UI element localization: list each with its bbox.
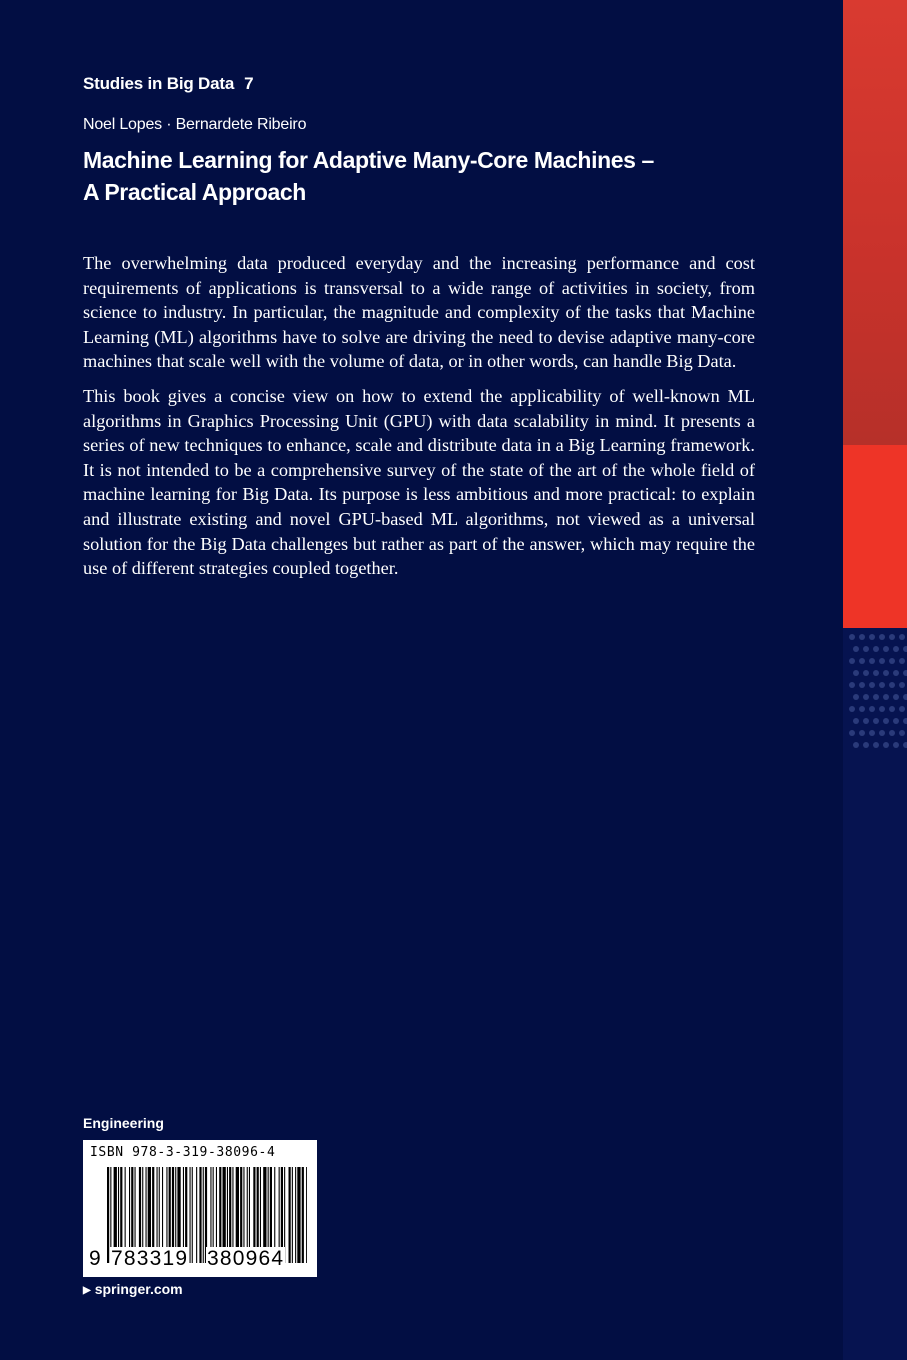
spine-dot xyxy=(883,718,889,724)
spine-dot xyxy=(889,706,895,712)
series-name: Studies in Big Data xyxy=(83,74,235,93)
barcode-bar xyxy=(292,1167,293,1263)
barcode-bar xyxy=(297,1167,300,1263)
barcode-bar xyxy=(302,1167,304,1263)
spine-dot xyxy=(873,646,879,652)
spine-dot xyxy=(853,742,859,748)
spine-dot xyxy=(869,634,875,640)
spine-dot xyxy=(869,658,875,664)
spine-dot xyxy=(849,730,855,736)
spine-dot xyxy=(853,646,859,652)
spine-red-band xyxy=(843,445,907,628)
barcode-bar xyxy=(203,1167,204,1263)
barcode-bar xyxy=(295,1167,296,1263)
spine-dot xyxy=(883,646,889,652)
spine-dot xyxy=(859,706,865,712)
spine-dot xyxy=(879,730,885,736)
spine-dot xyxy=(873,718,879,724)
spine-dot xyxy=(889,634,895,640)
spine-dot-pattern xyxy=(843,628,907,758)
spine-dot xyxy=(849,658,855,664)
spine-dot xyxy=(859,658,865,664)
arrow-right-icon: ▶ xyxy=(83,1285,91,1296)
spine-dot xyxy=(849,682,855,688)
spine-dot xyxy=(889,730,895,736)
barcode-bar xyxy=(199,1167,201,1263)
spine-dot xyxy=(903,742,907,748)
spine-dot xyxy=(883,694,889,700)
barcode-digit-first: 9 xyxy=(89,1247,101,1270)
spine-dot xyxy=(859,682,865,688)
spine-dot xyxy=(899,730,905,736)
blurb-paragraph-1: The overwhelming data produced everyday and the increasing performance and cost requirements of applications is transversal to a wide range of activities in society, from science to industry. In particular, the magnitude and complexity of the tasks that Machine Learning (ML) algorithms have to solve are driving the need to devise adaptive many-core machines that scale well with the volume of data, or in other words, can handle Big Data. xyxy=(83,253,755,372)
spine-dot xyxy=(863,718,869,724)
book-title-line-1: Machine Learning for Adaptive Many-Core Machines – xyxy=(83,147,654,173)
book-title xyxy=(83,144,723,208)
spine-dot xyxy=(903,718,907,724)
blurb-paragraph-2: This book gives a concise view on how to extend the applicability of well-known ML algorithms in Graphics Processing Unit (GPU) with data scalability in mind. It presents a series of new techniques to enhance, scale and distribute data in a Big Learning framework. It is not intended to be a comprehensive survey of the state of the art of the whole field of machine learning for Big Data. Its purpose is less ambitious and more practical: to explain and illustrate existing and novel GPU-based ML algorithms, not viewed as a universal solution for the Big Data challenges but rather as part of the answer, which may require the use of different strategies coupled together. xyxy=(83,385,755,579)
barcode-bar xyxy=(192,1167,193,1263)
book-title-line-2: A Practical Approach xyxy=(83,179,306,205)
series-line xyxy=(83,74,253,94)
spine-dot xyxy=(853,718,859,724)
website[interactable] xyxy=(83,1281,183,1297)
spine-top-band xyxy=(843,0,907,445)
spine-dot xyxy=(899,658,905,664)
barcode-bar xyxy=(196,1167,197,1263)
spine-dot xyxy=(873,694,879,700)
barcode-bar xyxy=(289,1167,291,1263)
website-label: springer.com xyxy=(94,1281,183,1297)
spine-dot xyxy=(899,682,905,688)
spine-dot xyxy=(893,718,899,724)
spine-dot xyxy=(889,682,895,688)
barcode-bar xyxy=(190,1167,191,1263)
spine-dot xyxy=(903,670,907,676)
spine-dot xyxy=(853,694,859,700)
spine-dot xyxy=(863,646,869,652)
spine-dot xyxy=(879,682,885,688)
category-label: Engineering xyxy=(83,1115,164,1131)
authors: Noel Lopes · Bernardete Ribeiro xyxy=(83,116,307,133)
spine-dot xyxy=(879,634,885,640)
spine-dot xyxy=(883,670,889,676)
spine-dot xyxy=(859,634,865,640)
spine-dot xyxy=(879,706,885,712)
spine-dot xyxy=(873,670,879,676)
spine-dot xyxy=(899,634,905,640)
barcode-bar xyxy=(107,1167,109,1263)
spine-dot xyxy=(893,742,899,748)
isbn-text: ISBN 978-3-319-38096-4 xyxy=(90,1145,276,1160)
spine-dot xyxy=(849,634,855,640)
spine-dot xyxy=(849,706,855,712)
blurb xyxy=(83,251,755,591)
spine-dot xyxy=(853,670,859,676)
spine-dot xyxy=(869,706,875,712)
spine-dot xyxy=(893,646,899,652)
spine-dot xyxy=(869,730,875,736)
spine-dot xyxy=(863,670,869,676)
barcode xyxy=(83,1140,317,1277)
spine-dot xyxy=(889,658,895,664)
barcode-bar xyxy=(306,1167,307,1263)
spine-dot xyxy=(879,658,885,664)
spine-dot xyxy=(863,694,869,700)
barcode-digits-group-2: 380964 xyxy=(207,1247,285,1270)
spine-dot xyxy=(873,742,879,748)
series-volume: 7 xyxy=(244,74,254,93)
spine-dot xyxy=(859,730,865,736)
spine-dot xyxy=(869,682,875,688)
spine-dot xyxy=(863,742,869,748)
barcode-digits-group-1: 783319 xyxy=(111,1247,189,1270)
spine-dot xyxy=(883,742,889,748)
spine-dot xyxy=(893,694,899,700)
spine-dot xyxy=(893,670,899,676)
spine-dot xyxy=(899,706,905,712)
spine-dot xyxy=(903,694,907,700)
spine-dot xyxy=(903,646,907,652)
